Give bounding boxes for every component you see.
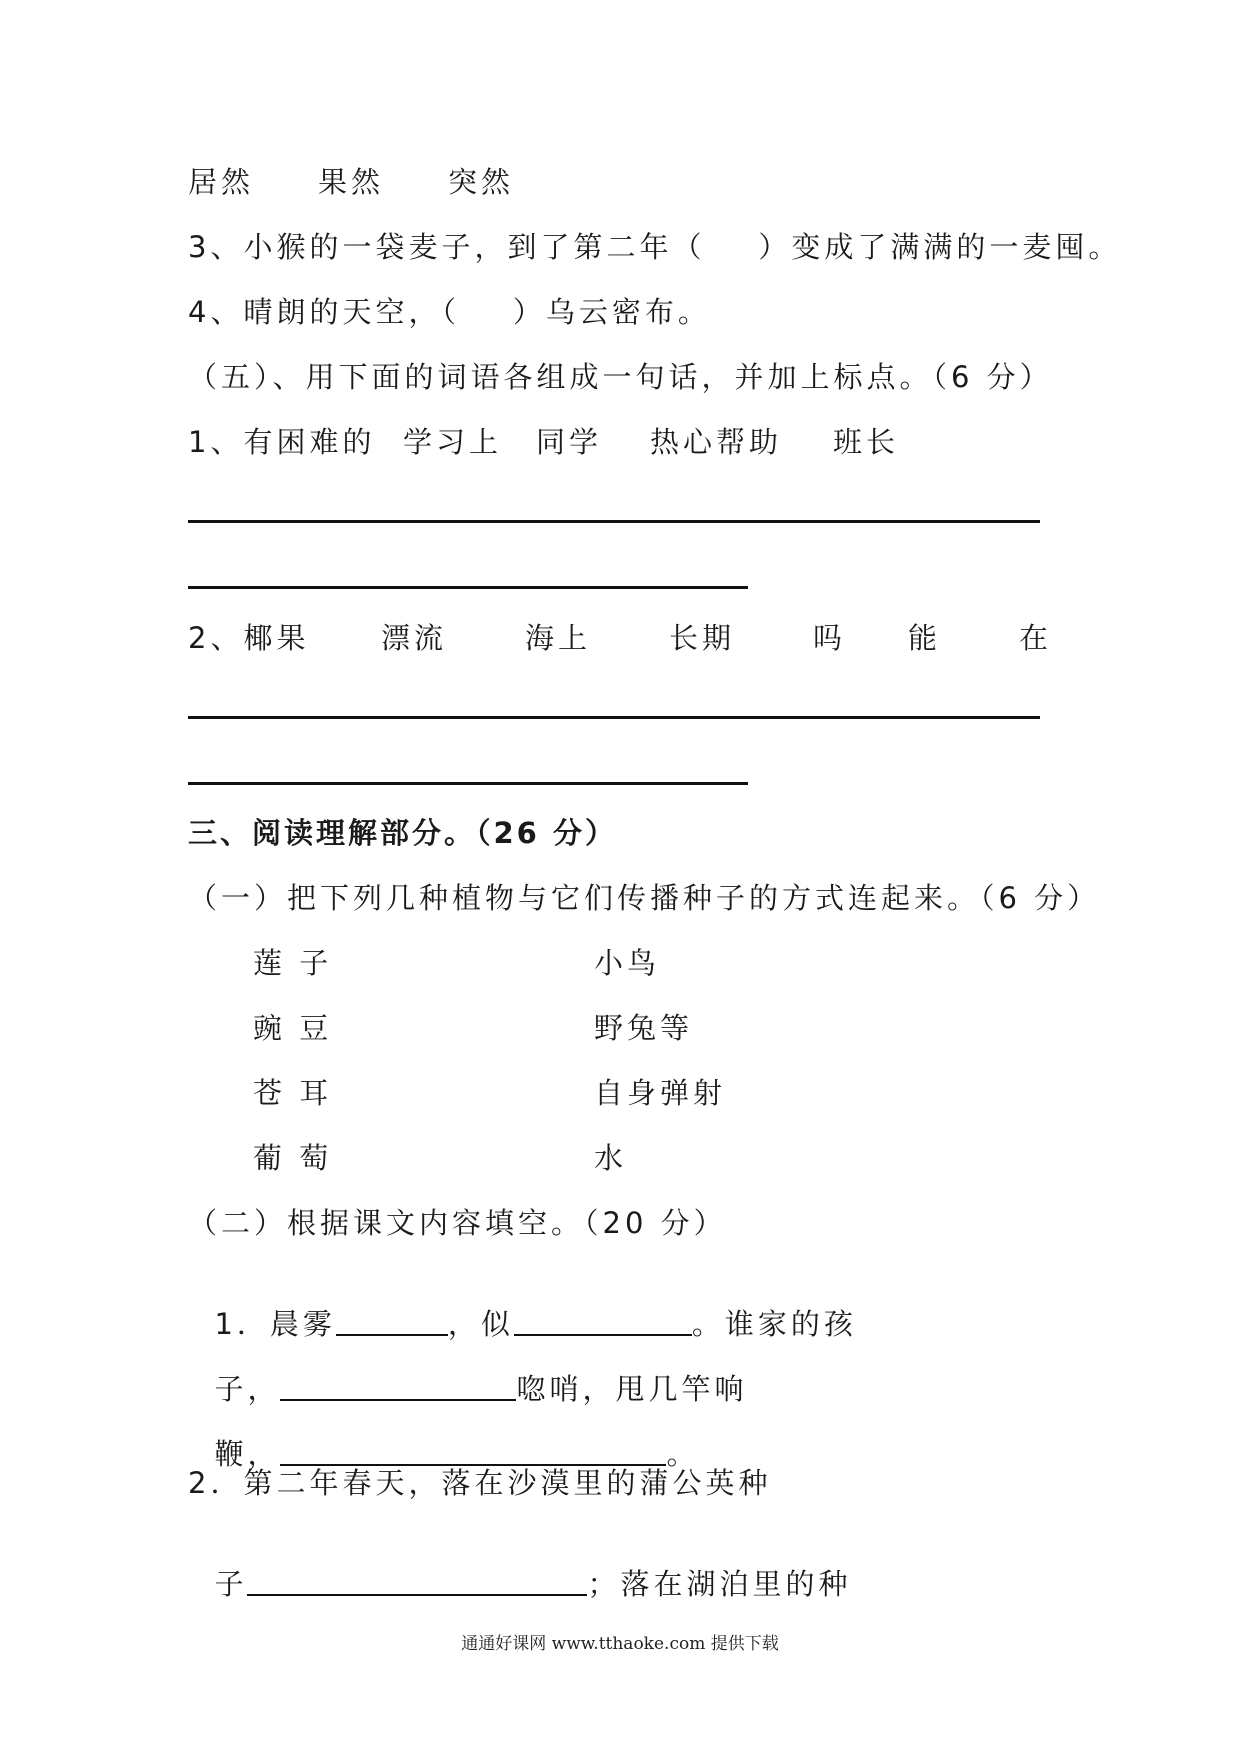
sentence-word: 长期 <box>669 621 736 655</box>
sentence-word: 在 <box>1019 621 1053 655</box>
answer-line[interactable] <box>188 782 748 785</box>
fill-text: ，似 <box>447 1307 514 1341</box>
fill-blank[interactable] <box>514 1306 692 1336</box>
section-5-title: （五）、用下面的词语各组成一句话，并加上标点。（6 分） <box>188 360 1053 394</box>
fill-text: 子 <box>214 1567 248 1601</box>
sentence-word: 同学 <box>536 425 603 459</box>
fill-blank[interactable] <box>280 1371 516 1401</box>
fill-question-1-line-2 <box>188 1335 747 1407</box>
fill-question-2-line-2 <box>188 1530 851 1602</box>
sentence-word: 漂流 <box>381 621 448 655</box>
plant-name[interactable]: 豌 豆 <box>253 1011 333 1045</box>
question-3: 3、小猴的一袋麦子，到了第二年（ ）变成了满满的一麦囤。 <box>188 230 1122 264</box>
answer-line[interactable] <box>188 520 1040 523</box>
fill-blank[interactable] <box>247 1566 587 1596</box>
fill-question-1-line-3 <box>188 1400 699 1472</box>
matching-title: （一）把下列几种植物与它们传播种子的方式连起来。（6 分） <box>188 881 1101 915</box>
fill-text: 鞭， <box>214 1437 281 1471</box>
question-4: 4、晴朗的天空，（ ）乌云密布。 <box>188 295 711 329</box>
sentence-word: 海上 <box>525 621 592 655</box>
sentence-word: 班长 <box>833 425 900 459</box>
plant-name[interactable]: 莲 子 <box>253 946 333 980</box>
fill-question-2-line-1: 2．第二年春天，落在沙漠里的蒲公英种 <box>188 1466 772 1500</box>
fill-blank[interactable] <box>280 1436 666 1466</box>
sentence-word: 热心帮助 <box>650 425 783 459</box>
choice-word: 居然 <box>188 165 255 199</box>
sentence-word: 学习上 <box>403 425 503 459</box>
fill-text: 子， <box>214 1372 281 1406</box>
fill-blank[interactable] <box>336 1306 448 1336</box>
choice-word: 果然 <box>318 165 385 199</box>
part-3-title: 三、阅读理解部分。（26 分） <box>188 816 617 850</box>
sentence-word: 能 <box>908 621 942 655</box>
plant-name[interactable]: 葡 萄 <box>253 1141 333 1175</box>
fill-text: 1．晨雾 <box>214 1307 336 1341</box>
dispersal-method[interactable]: 自身弹射 <box>594 1076 727 1110</box>
choice-word: 突然 <box>448 165 515 199</box>
fill-text: 。 <box>666 1437 700 1471</box>
answer-line[interactable] <box>188 586 748 589</box>
dispersal-method[interactable]: 小鸟 <box>594 946 661 980</box>
dispersal-method[interactable]: 野兔等 <box>594 1011 694 1045</box>
plant-name[interactable]: 苍 耳 <box>253 1076 333 1110</box>
fill-question-1-line-1 <box>188 1270 857 1342</box>
answer-line[interactable] <box>188 716 1040 719</box>
dispersal-method[interactable]: 水 <box>594 1141 628 1175</box>
fill-text: ；落在湖泊里的种 <box>587 1567 852 1601</box>
fill-blank-title: （二）根据课文内容填空。（20 分） <box>188 1206 727 1240</box>
sentence-1-label: 1、有困难的 <box>188 425 376 459</box>
sentence-word: 吗 <box>813 621 847 655</box>
fill-text: 唿哨，甩几竿响 <box>516 1372 748 1406</box>
footer-source: 通通好课网 www.tthaoke.com 提供下载 <box>461 1634 779 1654</box>
sentence-2-label: 2、椰果 <box>188 621 310 655</box>
fill-text: 。谁家的孩 <box>691 1307 857 1341</box>
